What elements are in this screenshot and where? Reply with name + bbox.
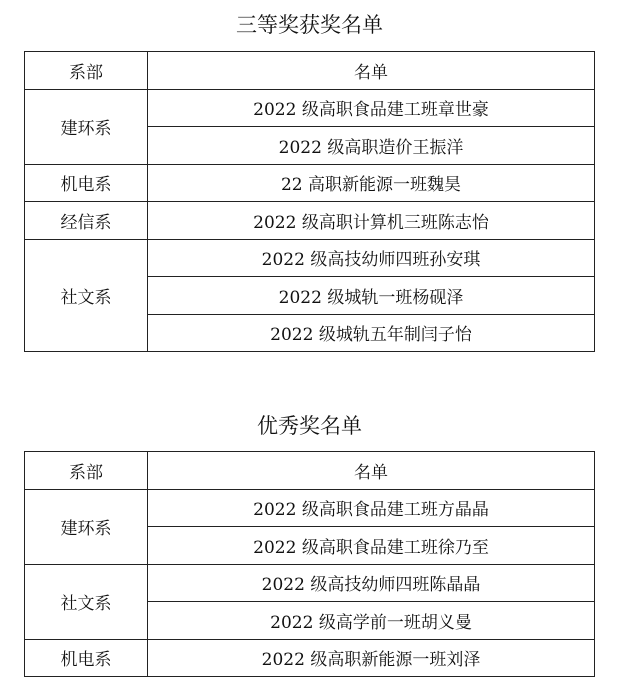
dept-cell: 经信系 (25, 202, 148, 240)
name-cell: 2022 级高职食品建工班徐乃至 (148, 527, 595, 565)
table-row (25, 489, 595, 527)
table-row (25, 239, 595, 277)
dept-column-header: 系部 (25, 452, 148, 490)
name-cell: 2022 级高职造价王振洋 (148, 127, 595, 165)
dept-cell: 机电系 (25, 639, 148, 677)
excellence-award-title: 优秀奖名单 (257, 414, 362, 438)
table-row (25, 89, 595, 127)
table-row (25, 202, 595, 240)
table-row (25, 564, 595, 602)
table-row (25, 639, 595, 677)
name-cell: 2022 级高学前一班胡义曼 (148, 602, 595, 640)
table-row (25, 164, 595, 202)
dept-cell: 机电系 (25, 164, 148, 202)
third-prize-table (24, 51, 595, 352)
third-prize-title: 三等奖获奖名单 (236, 13, 383, 37)
name-cell: 2022 级高职食品建工班章世豪 (148, 89, 595, 127)
dept-cell: 社文系 (25, 564, 148, 639)
name-cell: 2022 级高职新能源一班刘泽 (148, 639, 595, 677)
dept-cell: 建环系 (25, 489, 148, 564)
table-header-row (25, 452, 595, 490)
name-cell: 22 高职新能源一班魏昊 (148, 164, 595, 202)
name-column-header: 名单 (148, 452, 595, 490)
name-column-header: 名单 (148, 52, 595, 90)
dept-cell: 建环系 (25, 89, 148, 164)
name-cell: 2022 级高职食品建工班方晶晶 (148, 489, 595, 527)
name-cell: 2022 级高技幼师四班陈晶晶 (148, 564, 595, 602)
name-cell: 2022 级高职计算机三班陈志怡 (148, 202, 595, 240)
name-cell: 2022 级城轨一班杨砚泽 (148, 277, 595, 315)
name-cell: 2022 级城轨五年制闫子怡 (148, 314, 595, 352)
table-header-row (25, 52, 595, 90)
dept-column-header: 系部 (25, 52, 148, 90)
excellence-award-table (24, 451, 595, 677)
dept-cell: 社文系 (25, 239, 148, 352)
name-cell: 2022 级高技幼师四班孙安琪 (148, 239, 595, 277)
